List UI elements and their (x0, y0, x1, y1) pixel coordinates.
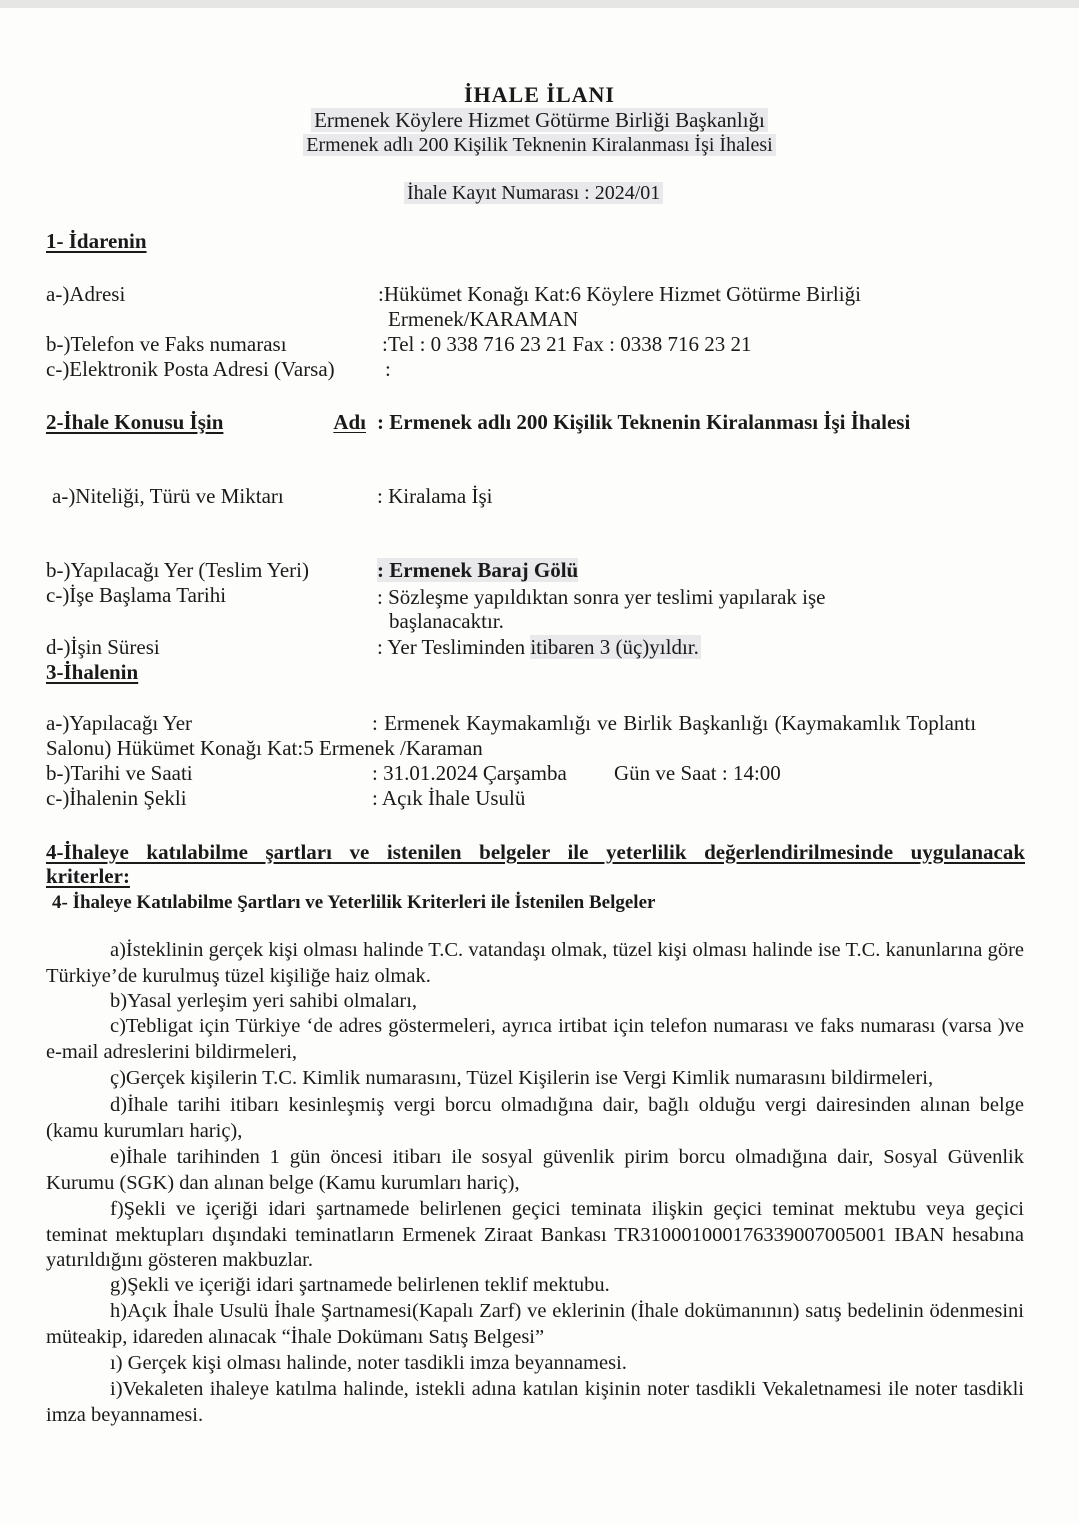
section2-heading-value: : Ermenek adlı 200 Kişilik Teknenin Kiralanması İşi İhalesi (377, 410, 911, 434)
address-value-cont: Ermenek/KARAMAN (388, 307, 579, 331)
criteria-item-e: e)İhale tarihinden 1 gün öncesi itibarı ile sosyal güvenlik pirim borcu olmadığına dair, Sosyal Güvenlik Kurumu (SGK) dan alınan belge (Kamu kurumları hariç), (46, 1146, 1024, 1194)
scan-top-edge (0, 0, 1079, 8)
section4-subheading: 4- İhaleye Katılabilme Şartları ve Yeterlilik Kriterleri ile İstenilen Belgeler (52, 892, 656, 913)
document-title: İHALE İLANI (464, 82, 615, 107)
tender-place-value: : Ermenek Kaymakamlığı ve Birlik Başkanlığı (Kaymakamlık Toplantı (372, 711, 977, 735)
registration-number: İhale Kayıt Numarası : 2024/01 (404, 181, 663, 206)
method-label: c-)İhalenin Şekli (46, 786, 187, 810)
phone-value: :Tel : 0 338 716 23 21 Fax : 0338 716 23 21 (382, 332, 752, 356)
section4-heading: 4-İhaleye katılabilme şartları ve istenilen belgeler ile yeterlilik değerlendirilmesinde uygulanacak (46, 840, 1025, 864)
time-value: Gün ve Saat : 14:00 (614, 761, 781, 785)
criteria-item-h: h)Açık İhale Usulü İhale Şartnamesi(Kapalı Zarf) ve eklerinin (İhale dokümanının) satış bedelinin ödenmesini müteakip, idareden alınacak “İhale Dokümanı Satış Belgesi” (46, 1300, 1024, 1348)
tender-place-label: a-)Yapılacağı Yer (46, 711, 193, 735)
criteria-item-c: c)Tebligat için Türkiye ‘de adres göstermeleri, ayrıca irtibat için telefon numarası ve faks numarası (varsa )ve e-mail adreslerini bildirmeleri, (46, 1015, 1024, 1063)
criteria-item-g: g)Şekli ve içeriği idari şartnamede belirlenen teklif mektubu. (110, 1274, 610, 1296)
organization-name: Ermenek Köylere Hizmet Götürme Birliği Başkanlığı (0, 108, 1079, 133)
nature-value: : Kiralama İşi (377, 484, 493, 508)
section2-heading-name: Adı (333, 410, 366, 434)
datetime-label: b-)Tarihi ve Saati (46, 761, 193, 785)
start-date-value-cont: başlanacaktır. (389, 609, 504, 633)
tender-place-value-cont: Salonu) Hükümet Konağı Kat:5 Ermenek /Karaman (46, 736, 483, 760)
start-date-value: : Sözleşme yapıldıktan sonra yer teslimi yapılarak işe (377, 585, 826, 609)
phone-label: b-)Telefon ve Faks numarası (46, 332, 287, 356)
duration-value: : Yer Tesliminden itibaren 3 (üç)yıldır. (377, 635, 699, 659)
delivery-place-value: : Ermenek Baraj Gölü (377, 558, 579, 582)
section4-heading-cont: kriterler: (46, 864, 130, 888)
criteria-item-b: b)Yasal yerleşim yeri sahibi olmaları, (110, 990, 418, 1012)
nature-label: a-)Niteliği, Türü ve Miktarı (52, 484, 284, 508)
tender-subject: Ermenek adlı 200 Kişilik Teknenin Kiralanması İşi İhalesi (0, 133, 1079, 158)
address-label: a-)Adresi (46, 282, 126, 306)
delivery-place-label: b-)Yapılacağı Yer (Teslim Yeri) (46, 558, 309, 582)
criteria-item-d: d)İhale tarihi itibarı kesinleşmiş vergi borcu olmadığına dair, bağlı olduğu vergi dairesinden alınan belge (kamu kurumları hariç), (46, 1094, 1024, 1142)
duration-label: d-)İşin Süresi (46, 635, 160, 659)
criteria-item-c-cedilla: ç)Gerçek kişilerin T.C. Kimlik numarasını, Tüzel Kişilerin ise Vergi Kimlik numarasını bildirmeleri, (110, 1067, 934, 1089)
criteria-item-f: f)Şekli ve içeriği idari şartnamede belirlenen geçici teminata ilişkin geçici teminat mektubu veya geçici teminat mektupları dışındaki teminatların Ermenek Ziraat Bankası TR310001000176339007005001 IBAN hesabına yatırıldığını gösteren makbuzlar. (46, 1198, 1024, 1272)
criteria-item-a: a)İsteklinin gerçek kişi olması halinde T.C. vatandaşı olmak, tüzel kişi olması halinde ise T.C. kanunlarına göre Türkiye’de kurulmuş tüzel kişiliğe haiz olmak. (46, 939, 1024, 987)
criteria-item-i-dotless: ı) Gerçek kişi olması halinde, noter tasdikli imza beyannamesi. (110, 1352, 627, 1374)
section1-heading: 1- İdarenin (46, 229, 147, 253)
criteria-item-i: i)Vekaleten ihaleye katılma halinde, istekli adına katılan kişinin noter tasdikli Vekaletnamesi ile noter tasdikli imza beyannamesi. (46, 1378, 1024, 1426)
email-value: : (385, 357, 391, 381)
date-value: : 31.01.2024 Çarşamba (372, 761, 567, 785)
method-value: : Açık İhale Usulü (372, 786, 526, 810)
email-label: c-)Elektronik Posta Adresi (Varsa) (46, 357, 335, 381)
section2-heading: 2-İhale Konusu İşin (46, 410, 224, 434)
address-value: :Hükümet Konağı Kat:6 Köylere Hizmet Götürme Birliği (378, 282, 861, 306)
start-date-label: c-)İşe Başlama Tarihi (46, 583, 227, 607)
section3-heading: 3-İhalenin (46, 660, 139, 684)
